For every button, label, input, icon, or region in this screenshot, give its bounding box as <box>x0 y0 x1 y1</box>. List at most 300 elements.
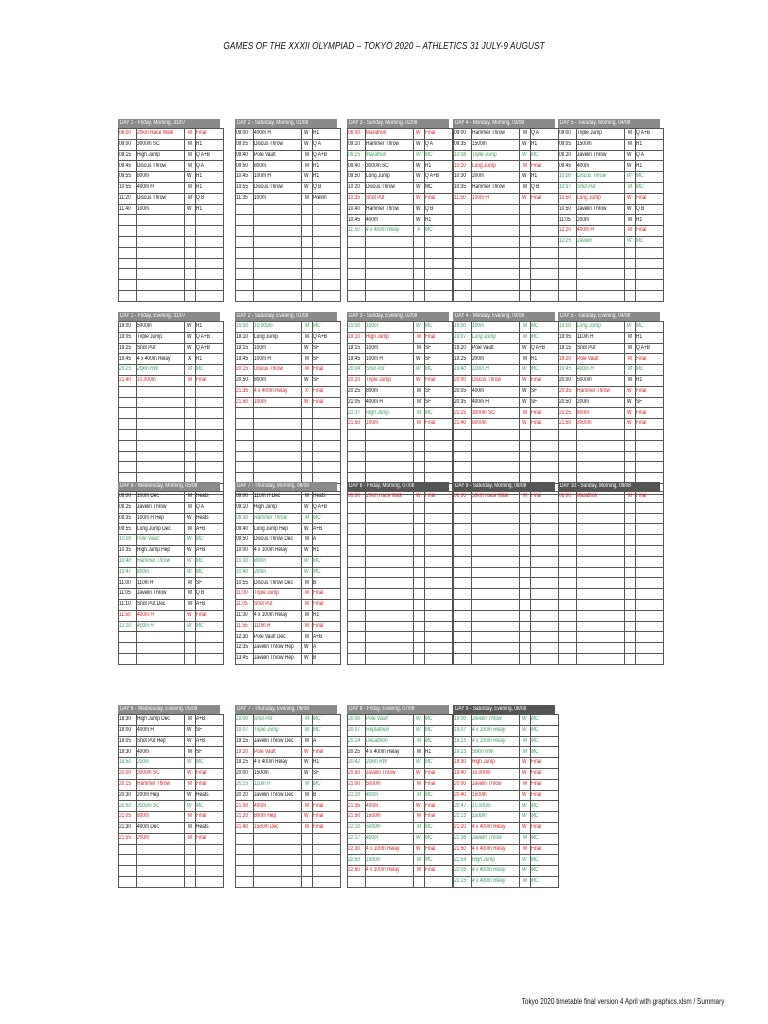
cell-round <box>196 172 224 183</box>
cell-sex-text: M <box>522 748 527 755</box>
cell-time-text: 12:35 <box>236 644 249 651</box>
cell-time-text: 20:00 <box>454 377 467 384</box>
cell-event-text: Javelin Throw <box>137 503 167 510</box>
table-row <box>119 725 224 736</box>
table-row <box>559 556 664 567</box>
cell-sex <box>302 440 313 451</box>
cell-event <box>137 429 185 440</box>
table-row <box>454 801 559 812</box>
cell-round <box>531 567 559 578</box>
cell-event-text: High Jump <box>137 151 160 158</box>
cell-time-text: 19:45 <box>236 355 249 362</box>
cell-event <box>137 462 185 473</box>
cell-time-text: 19:05 <box>119 333 132 340</box>
cell-event <box>472 876 520 887</box>
cell-round <box>425 545 453 556</box>
cell-event-text: Javelin <box>577 238 592 245</box>
cell-round-text: SF <box>425 398 432 405</box>
table-row <box>119 866 224 877</box>
cell-time <box>236 736 254 747</box>
cell-time <box>236 440 254 451</box>
table-row <box>236 258 341 269</box>
cell-sex <box>185 332 196 343</box>
cell-sex <box>520 226 531 237</box>
cell-sex-text: M <box>522 162 527 169</box>
cell-time-text: 19:20 <box>559 355 572 362</box>
cell-round <box>196 599 224 610</box>
cell-round <box>196 332 224 343</box>
cell-sex-text: W <box>522 387 527 394</box>
cell-sex-text: M <box>187 184 192 191</box>
cell-sex <box>520 822 531 833</box>
cell-sex-text: M <box>187 377 192 384</box>
cell-time <box>119 397 137 408</box>
cell-time-text: 11:05 <box>559 216 571 223</box>
cell-event-text: Javelin Throw Dec <box>254 737 294 744</box>
cell-sex <box>302 610 313 621</box>
cell-sex-text: W <box>416 323 421 330</box>
cell-time-text: 22:05 <box>454 867 467 874</box>
table-row <box>119 375 224 386</box>
cell-time-text: 09:05 <box>559 140 572 147</box>
cell-round-text: R1 <box>313 130 320 137</box>
cell-event <box>472 736 520 747</box>
cell-time-text: 21:50 <box>559 420 572 427</box>
session-block <box>453 312 555 495</box>
cell-event <box>254 365 302 376</box>
cell-round <box>531 866 559 877</box>
cell-sex <box>414 462 425 473</box>
cell-round-text: MC <box>425 856 433 863</box>
session-header <box>347 119 449 128</box>
table-row <box>236 876 341 887</box>
cell-time-text: 10:30 <box>454 173 467 180</box>
cell-time <box>348 375 366 386</box>
table-row <box>119 150 224 161</box>
cell-sex <box>185 556 196 567</box>
cell-event <box>366 440 414 451</box>
cell-sex <box>185 844 196 855</box>
cell-round <box>196 833 224 844</box>
cell-round-text: Final <box>636 493 647 500</box>
table-row <box>454 876 559 887</box>
cell-sex-text: W <box>187 737 192 744</box>
cell-event-text: 10,000m <box>472 770 491 777</box>
cell-sex <box>302 236 313 247</box>
cell-round <box>196 182 224 193</box>
cell-event <box>254 139 302 150</box>
cell-time <box>454 161 472 172</box>
cell-round <box>196 578 224 589</box>
cell-round-text: MC <box>636 238 644 245</box>
cell-event <box>254 589 302 600</box>
cell-round <box>196 801 224 812</box>
cell-event <box>137 451 185 462</box>
cell-round <box>531 758 559 769</box>
cell-time <box>348 129 366 140</box>
cell-sex-text: M <box>416 780 421 787</box>
table-row <box>236 204 341 215</box>
cell-round-text: Final <box>531 194 542 201</box>
cell-time <box>236 524 254 535</box>
cell-time <box>454 567 472 578</box>
cell-round <box>313 386 341 397</box>
cell-sex <box>414 492 425 503</box>
cell-sex-text: M <box>522 355 527 362</box>
table-row <box>454 429 559 440</box>
cell-sex <box>302 790 313 801</box>
cell-time-text: 19:05 <box>119 737 132 744</box>
cell-round <box>531 725 559 736</box>
cell-time-text: 21:50 <box>454 845 467 852</box>
cell-time <box>119 290 137 301</box>
cell-sex <box>302 204 313 215</box>
cell-time-text: 21:35 <box>348 802 361 809</box>
cell-sex <box>302 354 313 365</box>
cell-time <box>119 386 137 397</box>
cell-event-text: 200m <box>472 173 485 180</box>
cell-round <box>313 375 341 386</box>
cell-time <box>454 440 472 451</box>
cell-sex <box>414 567 425 578</box>
cell-sex-text: M <box>304 737 309 744</box>
table-row <box>236 502 341 513</box>
cell-time <box>236 747 254 758</box>
cell-round <box>636 408 664 419</box>
cell-sex <box>625 269 636 280</box>
cell-time <box>559 269 577 280</box>
cell-sex-text: M <box>416 791 421 798</box>
cell-round-text: Final <box>313 387 324 394</box>
table-row <box>236 599 341 610</box>
cell-sex <box>520 855 531 866</box>
cell-round <box>425 725 453 736</box>
cell-sex-text: W <box>187 173 192 180</box>
cell-time-text: 21:40 <box>119 377 132 384</box>
cell-round <box>313 129 341 140</box>
cell-event <box>137 290 185 301</box>
table-row <box>559 354 664 365</box>
table-row <box>559 247 664 258</box>
cell-event <box>366 513 414 524</box>
cell-sex <box>625 545 636 556</box>
cell-sex-text: W <box>416 194 421 201</box>
cell-sex <box>302 643 313 654</box>
cell-round-text: MC <box>531 856 539 863</box>
cell-time-text: 06:00 <box>348 493 361 500</box>
session-block <box>558 119 660 302</box>
cell-event <box>472 524 520 535</box>
session-header <box>347 482 449 491</box>
cell-time-text: 19:45 <box>348 355 361 362</box>
cell-time <box>236 429 254 440</box>
cell-event <box>137 535 185 546</box>
cell-round-text: Heats <box>196 514 209 521</box>
cell-time-text: 09:40 <box>236 525 249 532</box>
cell-round-text: Final <box>313 824 324 831</box>
cell-event-text: 100m Dec <box>137 493 159 500</box>
table-row <box>559 397 664 408</box>
cell-sex-text: M <box>522 834 527 841</box>
cell-sex-text: M <box>304 601 309 608</box>
cell-round <box>636 397 664 408</box>
cell-event <box>366 779 414 790</box>
cell-event-text: Hammer Throw <box>366 140 399 147</box>
cell-event-text: High Jump <box>472 856 495 863</box>
cell-sex <box>625 343 636 354</box>
cell-time-text: 21:50 <box>348 420 361 427</box>
cell-round-text: MC <box>313 780 321 787</box>
table-row <box>119 408 224 419</box>
cell-event-text: 100m H <box>254 173 271 180</box>
table-row <box>454 375 559 386</box>
cell-sex <box>414 502 425 513</box>
cell-time-text: 22:15 <box>454 878 467 885</box>
cell-time <box>454 589 472 600</box>
cell-sex <box>185 610 196 621</box>
table-row <box>119 502 224 513</box>
cell-time <box>236 161 254 172</box>
cell-event <box>577 139 625 150</box>
cell-sex <box>520 322 531 333</box>
cell-sex-text: M <box>304 323 309 330</box>
cell-round <box>531 343 559 354</box>
table-row <box>236 578 341 589</box>
cell-event-text: Marathon <box>577 493 598 500</box>
cell-event <box>137 492 185 503</box>
cell-event-text: 3000m SC <box>472 409 495 416</box>
cell-round <box>196 610 224 621</box>
table-row <box>348 204 453 215</box>
cell-round <box>636 375 664 386</box>
table-row <box>559 621 664 632</box>
cell-sex <box>414 429 425 440</box>
cell-time-text: 22:17 <box>348 834 361 841</box>
session-block <box>453 119 555 302</box>
cell-time-text: 21:55 <box>119 834 132 841</box>
table-row <box>454 236 559 247</box>
cell-event <box>366 161 414 172</box>
cell-round <box>196 462 224 473</box>
cell-round <box>313 462 341 473</box>
cell-sex-text: W <box>187 536 192 543</box>
cell-time <box>119 322 137 333</box>
cell-time-text: 22:60 <box>348 867 361 874</box>
cell-round <box>636 419 664 430</box>
cell-sex <box>625 492 636 503</box>
cell-time-text: 19:20 <box>236 748 249 755</box>
session-header-label: DAY 7 - Thursday, Morning, 06/08 <box>237 483 309 489</box>
cell-time-text: 19:30 <box>454 759 467 766</box>
cell-time <box>454 365 472 376</box>
table-row <box>559 545 664 556</box>
cell-time <box>454 236 472 247</box>
cell-sex-text: M <box>304 366 309 373</box>
cell-event <box>472 747 520 758</box>
cell-round-text: Final <box>636 355 647 362</box>
cell-round <box>196 876 224 887</box>
cell-time <box>454 855 472 866</box>
cell-time-text: 19:07 <box>236 726 249 733</box>
cell-sex <box>302 150 313 161</box>
cell-time <box>348 736 366 747</box>
cell-time <box>119 524 137 535</box>
cell-event-text: 100m <box>366 323 379 330</box>
cell-time <box>559 440 577 451</box>
cell-event <box>472 269 520 280</box>
cell-sex <box>520 589 531 600</box>
cell-time <box>236 715 254 726</box>
cell-event <box>366 502 414 513</box>
cell-event <box>254 876 302 887</box>
cell-time <box>236 812 254 823</box>
table-row <box>454 182 559 193</box>
table-row <box>454 855 559 866</box>
table-row <box>454 397 559 408</box>
cell-time <box>348 790 366 801</box>
cell-event-text: 100m <box>254 398 267 405</box>
cell-sex-text: W <box>627 238 632 245</box>
cell-sex <box>520 332 531 343</box>
cell-event-text: 100m <box>366 420 379 427</box>
cell-event <box>577 567 625 578</box>
cell-event <box>366 876 414 887</box>
cell-time-text: 21:13 <box>454 813 467 820</box>
cell-round-text: SF <box>313 377 320 384</box>
cell-event <box>254 193 302 204</box>
cell-time-text: 20:00 <box>119 770 132 777</box>
cell-time <box>119 161 137 172</box>
cell-event-text: 400m Dec <box>137 824 159 831</box>
cell-event <box>366 866 414 877</box>
cell-sex <box>625 599 636 610</box>
table-row <box>454 790 559 801</box>
cell-event <box>137 653 185 664</box>
cell-event <box>366 524 414 535</box>
cell-event <box>254 779 302 790</box>
table-row <box>119 812 224 823</box>
cell-time <box>559 567 577 578</box>
cell-round <box>196 747 224 758</box>
cell-sex <box>185 204 196 215</box>
cell-time-text: 09:10 <box>236 503 249 510</box>
cell-sex <box>302 567 313 578</box>
table-row <box>454 269 559 280</box>
table-row <box>454 812 559 823</box>
cell-round <box>196 269 224 280</box>
cell-sex-text: M <box>187 824 192 831</box>
cell-sex <box>520 779 531 790</box>
cell-round <box>313 599 341 610</box>
cell-event <box>137 632 185 643</box>
cell-round <box>425 876 453 887</box>
cell-time <box>236 247 254 258</box>
cell-round <box>531 855 559 866</box>
cell-round-text: MC <box>425 759 433 766</box>
cell-event-text: Javelin Throw <box>366 770 396 777</box>
cell-time-text: 21:50 <box>236 398 249 405</box>
cell-time-text: 20:50 <box>559 398 572 405</box>
cell-event <box>366 833 414 844</box>
cell-event-text: 400m <box>366 802 379 809</box>
cell-round <box>425 193 453 204</box>
cell-sex <box>302 855 313 866</box>
cell-sex <box>520 139 531 150</box>
cell-sex <box>185 236 196 247</box>
cell-round <box>196 129 224 140</box>
cell-event <box>472 290 520 301</box>
cell-event-text: 100m <box>366 344 379 351</box>
cell-round-text: R1 <box>313 173 320 180</box>
table-row <box>236 247 341 258</box>
cell-round-text: R1 <box>636 333 643 340</box>
cell-event <box>577 343 625 354</box>
cell-round <box>425 556 453 567</box>
cell-round <box>636 502 664 513</box>
cell-event <box>472 502 520 513</box>
cell-time <box>119 736 137 747</box>
cell-time-text: 19:50 <box>119 759 132 766</box>
cell-round-text: Final <box>196 834 207 841</box>
cell-event <box>137 736 185 747</box>
cell-round <box>425 129 453 140</box>
cell-time-text: 06:00 <box>559 493 572 500</box>
cell-sex <box>185 429 196 440</box>
cell-time <box>348 632 366 643</box>
table-row <box>559 386 664 397</box>
cell-sex <box>302 801 313 812</box>
cell-round <box>425 440 453 451</box>
cell-round-text: Q A <box>531 130 540 137</box>
cell-sex <box>414 621 425 632</box>
cell-event-text: 5000m <box>472 420 487 427</box>
cell-sex <box>625 365 636 376</box>
cell-round-text: Final <box>531 759 542 766</box>
table-row <box>348 768 453 779</box>
cell-sex <box>414 725 425 736</box>
cell-round <box>425 182 453 193</box>
cell-round-text: Final <box>636 420 647 427</box>
cell-round <box>636 535 664 546</box>
cell-event <box>254 599 302 610</box>
cell-time <box>454 386 472 397</box>
cell-event-text: 800m <box>137 813 150 820</box>
footer-note: Tokyo 2020 timetable final version 4 April with graphics.xlsm / Summary <box>521 997 724 1006</box>
cell-time-text: 20:15 <box>236 780 249 787</box>
cell-round <box>425 715 453 726</box>
cell-round-text: MC <box>196 759 204 766</box>
table-row <box>348 375 453 386</box>
cell-sex-text: M <box>304 611 309 618</box>
table-row <box>454 419 559 430</box>
table-row <box>559 610 664 621</box>
cell-sex <box>185 653 196 664</box>
table-row <box>559 419 664 430</box>
table-row <box>236 758 341 769</box>
cell-sex <box>302 161 313 172</box>
cell-sex <box>302 747 313 758</box>
cell-time-text: 19:07 <box>454 726 467 733</box>
cell-sex <box>414 535 425 546</box>
table-row <box>454 365 559 376</box>
session-block <box>235 705 337 888</box>
cell-time-text: 21:50 <box>348 813 361 820</box>
cell-time-text: 20:25 <box>119 366 132 373</box>
cell-event-text: 800m <box>254 557 267 564</box>
cell-round <box>531 545 559 556</box>
cell-sex-text: M <box>304 726 309 733</box>
cell-sex <box>625 280 636 291</box>
